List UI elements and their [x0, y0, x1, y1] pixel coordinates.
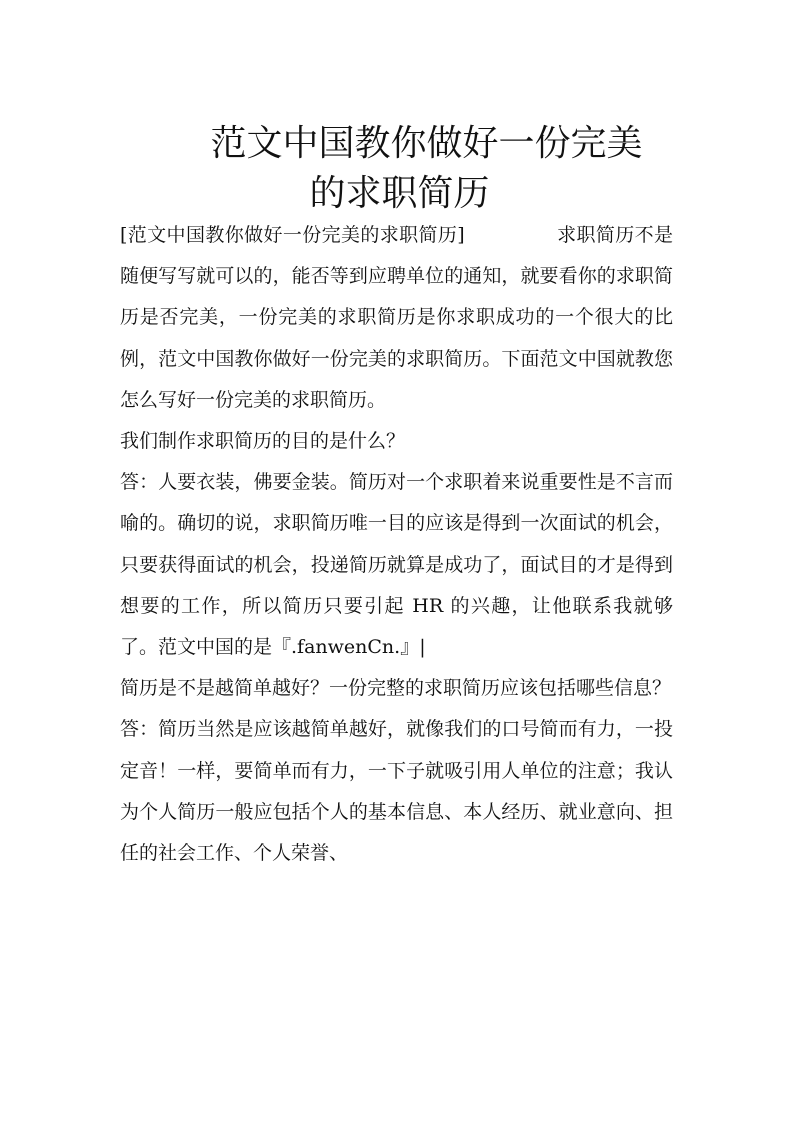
title-line-2: 的求职简历	[309, 173, 490, 215]
intro-bracket-title: [范文中国教你做好一份完美的求职简历]	[120, 224, 465, 246]
answer-2: 答：简历当然是应该越简单越好，就像我们的口号简而有力，一投定音！一样，要简单而有力，一下子就吸引用人单位的注意；我认为个人简历一般应包括个人的基本信息、本人经历、就业意向、担任的社会工作、个人荣誉、	[120, 718, 673, 865]
question-1: 我们制作求职简历的目的是什么？	[120, 430, 406, 453]
answer-1: 答：人要衣装，佛要金装。简历对一个求职着来说重要性是不言而喻的。确切的说，求职简历唯一目的应该是得到一次面试的机会，只要获得面试的机会，投递简历就算是成功了，面试目的才是得到想要的工作，所以简历只要引起 HR 的兴趣，让他联系我就够了。范文中国的是『.fanwenCn.』|	[120, 471, 673, 659]
document-title	[120, 119, 673, 219]
document-body	[120, 215, 673, 874]
intro-text: 求职简历不是随便写写就可以的，能否等到应聘单位的通知，就要看你的求职简历是否完美，一份完美的求职简历是你求职成功的一个很大的比例，范文中国教你做好一份完美的求职简历。下面范文中国就教您怎么写好一份完美的求职简历。	[120, 224, 673, 411]
question-2: 简历是不是越简单越好？一份完整的求职简历应该包括哪些信息？	[120, 677, 672, 700]
intro-paragraph	[120, 215, 673, 421]
title-line-1: 范文中国教你做好一份完美	[210, 123, 643, 165]
